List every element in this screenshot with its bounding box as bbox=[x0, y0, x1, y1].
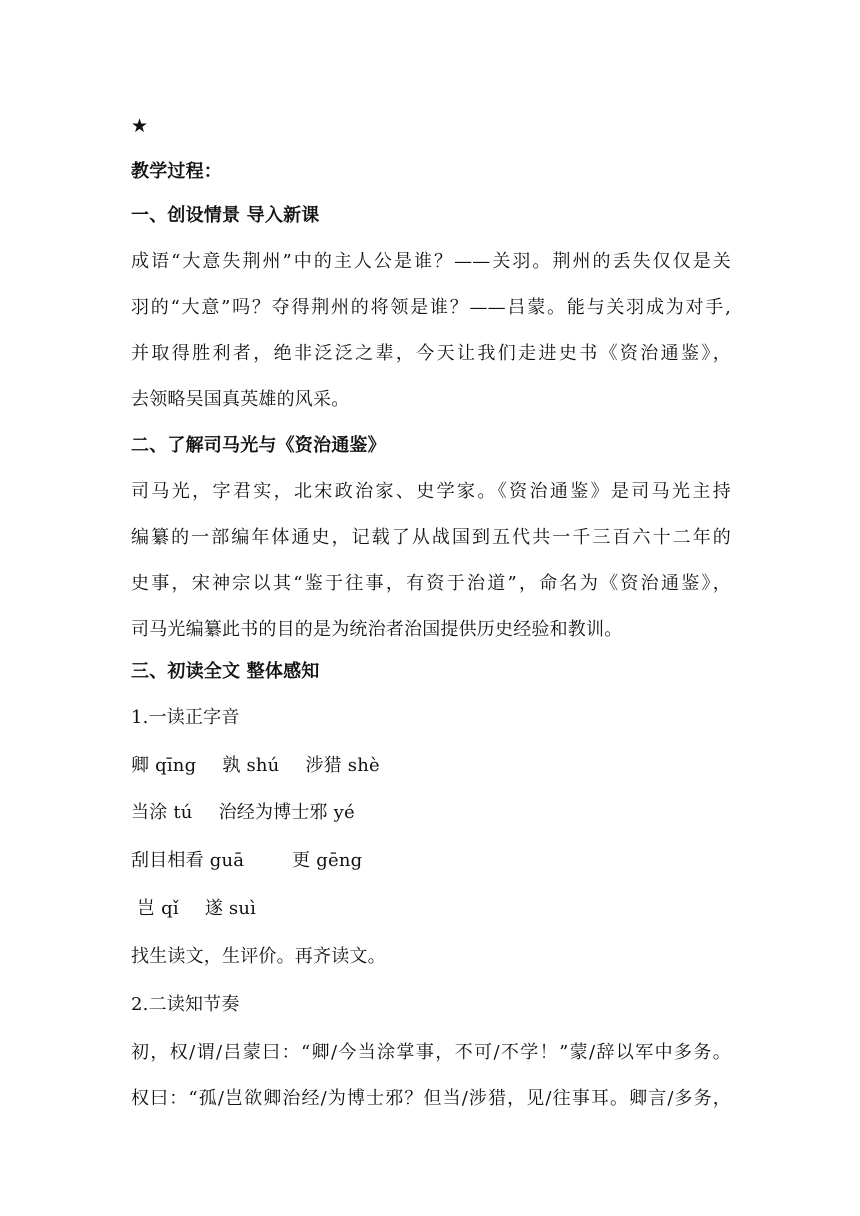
section2-line-3: 史事，宋神宗以其“鉴于往事，有资于治道”，命名为《资治通鉴》， bbox=[131, 573, 731, 594]
section3-title: 三、初读全文 整体感知 bbox=[131, 661, 320, 682]
pinyin-item: 更 gēng bbox=[292, 850, 363, 871]
rhythm-line-1: 初，权/谓/吕蒙曰：“卿/今当涂掌事，不可/不学！”蒙/辞以军中多务。 bbox=[131, 1042, 731, 1063]
step2-title: 2.二读知节奏 bbox=[131, 994, 240, 1015]
pinyin-item: 岂 qǐ bbox=[137, 898, 179, 919]
pinyin-item: 卿 qīng bbox=[131, 755, 197, 776]
step1-title: 1.一读正字音 bbox=[131, 707, 240, 728]
pinyin-item: 遂 suì bbox=[204, 898, 257, 919]
section1-line-4: 去领略吴国真英雄的风采。 bbox=[131, 389, 350, 410]
section1-line-2: 羽的“大意”吗？夺得荆州的将领是谁？——吕蒙。能与关羽成为对手, bbox=[131, 297, 731, 318]
teaching-process-heading: 教学过程： bbox=[131, 161, 222, 182]
pinyin-item: 孰 shú bbox=[222, 755, 280, 776]
section2-line-1: 司马光，字君实，北宋政治家、史学家。《资治通鉴》是司马光主持 bbox=[131, 481, 731, 502]
section2-title: 二、了解司马光与《资治通鉴》 bbox=[131, 435, 386, 456]
section1-line-3: 并取得胜利者，绝非泛泛之辈，今天让我们走进史书《资治通鉴》， bbox=[131, 343, 731, 364]
pinyin-item: 治经为博士邪 yé bbox=[218, 802, 355, 823]
star-marker: ★ bbox=[131, 115, 149, 137]
rhythm-line-2: 权曰：“孤/岂欲卿治经/为博士邪？但当/涉猎，见/往事耳。卿言/多务， bbox=[131, 1088, 731, 1109]
pinyin-row-3 bbox=[131, 849, 362, 873]
pinyin-row-4 bbox=[137, 897, 256, 921]
pinyin-item: 涉猎 shè bbox=[305, 755, 380, 776]
pinyin-item: 当涂 tú bbox=[131, 802, 193, 823]
pinyin-item: 刮目相看 guā bbox=[131, 850, 245, 871]
section1-title: 一、创设情景 导入新课 bbox=[131, 205, 320, 226]
pinyin-row-1 bbox=[131, 754, 380, 778]
section2-line-4: 司马光编纂此书的目的是为统治者治国提供历史经验和教训。 bbox=[131, 619, 623, 640]
step1-note: 找生读文，生评价。再齐读文。 bbox=[131, 946, 386, 967]
section1-line-1: 成语“大意失荆州”中的主人公是谁？——关羽。荆州的丢失仅仅是关 bbox=[131, 251, 731, 272]
section2-line-2: 编纂的一部编年体通史，记载了从战国到五代共一千三百六十二年的 bbox=[131, 527, 731, 548]
pinyin-row-2 bbox=[131, 801, 355, 825]
